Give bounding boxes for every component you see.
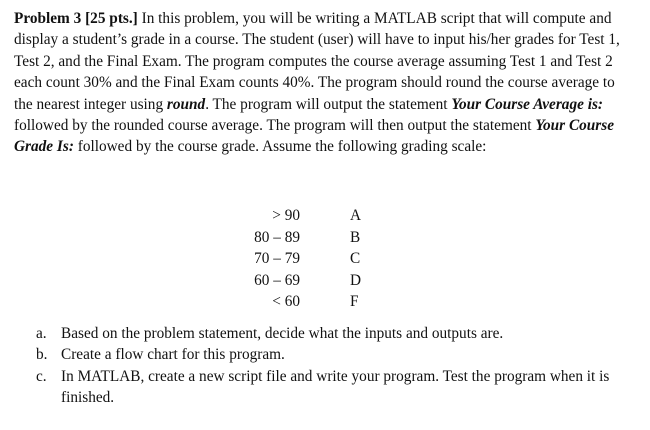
letter-grade: C (350, 250, 361, 268)
grading-scale-row (0, 205, 650, 227)
grading-scale-table (0, 205, 650, 313)
statement-text: . The program will output the statement (205, 95, 452, 113)
task-label: c. (36, 367, 47, 385)
grading-scale-row (0, 227, 650, 249)
course-grade-phrase: Your Course Grade Is: (14, 117, 614, 156)
letter-grade: F (350, 293, 359, 311)
letter-grade: B (350, 228, 361, 246)
task-list (36, 323, 636, 409)
grade-range: 60 – 69 (254, 271, 300, 289)
grading-scale-row (0, 291, 650, 313)
round-keyword: round (166, 95, 206, 113)
task-label: a. (36, 325, 47, 342)
task-item-a (36, 323, 636, 344)
letter-grade: A (350, 207, 362, 224)
task-text: Create a flow chart for this program. (61, 346, 285, 364)
grading-scale-row (0, 248, 650, 270)
course-average-phrase: Your Course Average is: (451, 95, 604, 113)
statement-text: followed by the rounded course average. The program will then output the statement (14, 117, 536, 135)
grade-range: 70 – 79 (254, 250, 300, 268)
grading-scale-row (0, 270, 650, 292)
problem-statement (14, 8, 636, 158)
task-item-b (36, 344, 636, 365)
grade-range: > 90 (272, 207, 300, 224)
statement-text: In this problem, you will be writing a MATLAB script that will compute and display a student’s grade in a course. The student (user) will have to input his/her grades for Test 1, Test 2, and the Final Exam. The program computes the course average assuming Test 1 and Test 2 each count 30% and the Final Exam counts 40%. The program should round the course average to the nearest integer using (14, 10, 620, 113)
letter-grade: D (350, 271, 362, 289)
task-text: Based on the problem statement, decide what the inputs and outputs are. (61, 325, 504, 342)
grade-range: 80 – 89 (254, 228, 300, 246)
grade-range: < 60 (272, 293, 300, 311)
task-item-c (36, 366, 636, 409)
statement-text: followed by the course grade. Assume the following grading scale: (73, 138, 487, 156)
task-label: b. (36, 346, 48, 364)
problem-heading: Problem 3 [25 pts.] (14, 10, 138, 27)
task-text: In MATLAB, create a new script file and write your program. Test the program when it is finished. (61, 367, 610, 407)
